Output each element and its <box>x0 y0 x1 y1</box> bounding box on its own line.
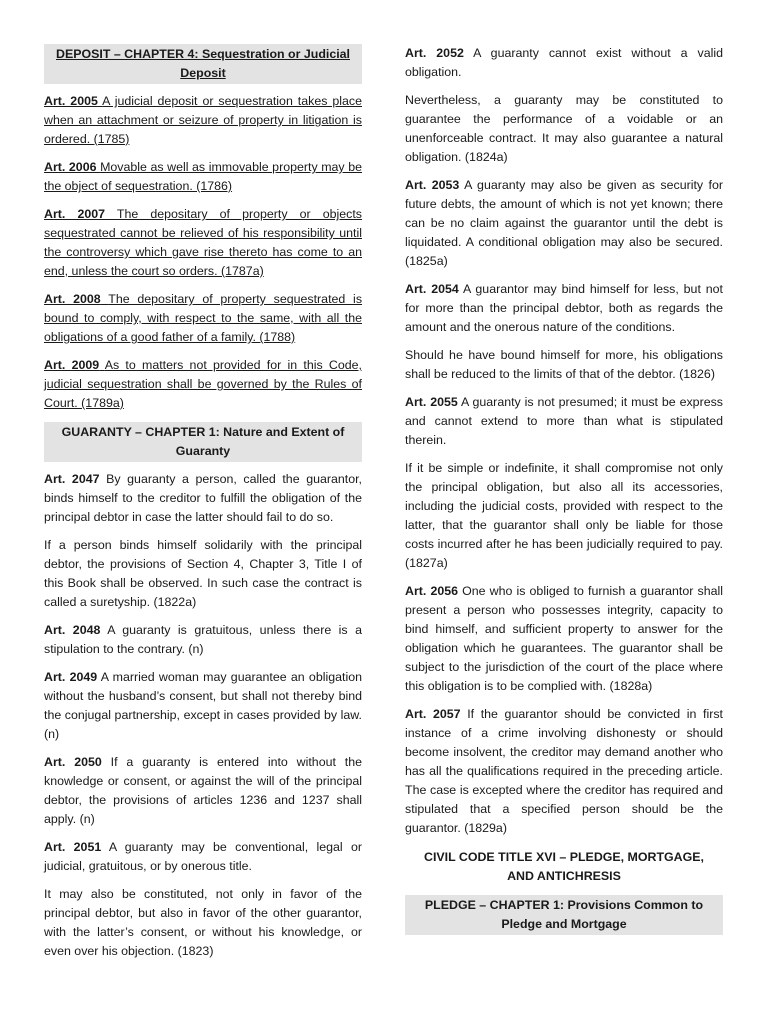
article-2009 <box>44 356 362 413</box>
article-2007 <box>44 205 362 281</box>
article-text: Should he have bound himself for more, his obligations shall be reduced to the limits of that of the debtor. (1826) <box>405 348 723 381</box>
article-2055 <box>405 393 723 450</box>
article-text: Movable as well as immovable property may be the object of sequestration. (1786) <box>44 160 362 193</box>
section-header-text: GUARANTY – CHAPTER 1: Nature and Extent of Guaranty <box>61 425 345 458</box>
article-2050 <box>44 753 362 829</box>
article-2047 <box>44 470 362 527</box>
article-2056 <box>405 582 723 696</box>
right-column <box>405 44 723 943</box>
title-heading-text: CIVIL CODE TITLE XVI – PLEDGE, MORTGAGE, AND ANTICHRESIS <box>424 850 704 883</box>
section-header-pledge <box>405 895 723 935</box>
article-text: If the guarantor should be convicted in first instance of a crime involving dishonesty or should become insolvent, the creditor may demand another who has all the qualifications required in the preceding article. The case is excepted where the creditor has required and stipulated that a specified person should be the guarantor. (1829a) <box>405 707 723 835</box>
article-text: The depositary of property sequestrated is bound to comply, with respect to the same, with all the obligations of a good father of a family. (1788) <box>44 292 363 344</box>
article-text: The depositary of property or objects sequestrated cannot be relieved of his responsibility until the controversy which gave rise thereto has come to an end, unless the court so orders. (1787a) <box>44 207 363 278</box>
article-number: Art. 2056 <box>405 584 459 598</box>
article-text: A guaranty cannot exist without a valid obligation. <box>405 46 723 79</box>
article-number: Art. 2051 <box>44 840 102 854</box>
article-2052-paragraph-2 <box>405 91 723 167</box>
article-text: If it be simple or indefinite, it shall compromise not only the principal obligation, but also all its accessories, including the judicial costs, provided with respect to the latter, that the guarantor shall only be liable for those costs incurred after he has been judicially required to pay. (1827a) <box>405 461 723 570</box>
article-number: Art. 2008 <box>44 292 101 306</box>
article-number: Art. 2007 <box>44 207 106 221</box>
article-text: If a guaranty is entered into without the knowledge or consent, or against the will of the principal debtor, the provisions of articles 1236 and 1237 shall apply. (n) <box>44 755 362 826</box>
article-text: A judicial deposit or sequestration takes place when an attachment or seizure of property in litigation is ordered. (1785) <box>44 94 362 146</box>
article-2005 <box>44 92 362 149</box>
article-2057 <box>405 705 723 838</box>
article-2054 <box>405 280 723 337</box>
article-2051-paragraph-2 <box>44 885 362 961</box>
article-2048 <box>44 621 362 659</box>
section-header-text: PLEDGE – CHAPTER 1: Provisions Common to Pledge and Mortgage <box>424 898 704 931</box>
article-text: By guaranty a person, called the guarantor, binds himself to the creditor to fulfill the obligation of the principal debtor in case the latter should fail to do so. <box>44 472 362 524</box>
article-2052 <box>405 44 723 82</box>
article-2055-paragraph-2 <box>405 459 723 573</box>
article-2008 <box>44 290 362 347</box>
article-text: A guaranty is not presumed; it must be express and cannot extend to more than what is stipulated therein. <box>405 395 723 447</box>
article-2047-paragraph-2 <box>44 536 362 612</box>
article-2054-paragraph-2 <box>405 346 723 384</box>
title-heading <box>405 847 723 887</box>
article-number: Art. 2050 <box>44 755 102 769</box>
article-number: Art. 2057 <box>405 707 461 721</box>
article-number: Art. 2052 <box>405 46 464 60</box>
section-header-text: DEPOSIT – CHAPTER 4: Sequestration or Judicial Deposit <box>56 47 350 80</box>
article-text: A guaranty may also be given as security for future debts, the amount of which is not yet known; there can be no claim against the guarantor until the debt is liquidated. A conditional obligation may also be secured. (1825a) <box>405 178 723 268</box>
article-2049 <box>44 668 362 744</box>
article-text: Nevertheless, a guaranty may be constituted to guarantee the performance of a voidable or an unenforceable contract. It may also guarantee a natural obligation. (1824a) <box>405 93 723 164</box>
article-text: A guarantor may bind himself for less, but not for more than the principal debtor, both as regards the amount and the onerous nature of the conditions. <box>405 282 723 334</box>
article-text: If a person binds himself solidarily with the principal debtor, the provisions of Section 4, Chapter 3, Title I of this Book shall be observed. In such case the contract is called a suretyship. (1822a) <box>44 538 362 609</box>
article-number: Art. 2049 <box>44 670 98 684</box>
article-text: A guaranty may be conventional, legal or judicial, gratuitous, or by onerous title. <box>44 840 362 873</box>
left-column <box>44 44 362 970</box>
article-number: Art. 2053 <box>405 178 460 192</box>
section-header-deposit <box>44 44 362 84</box>
article-2006 <box>44 158 362 196</box>
article-2051 <box>44 838 362 876</box>
section-header-guaranty <box>44 422 362 462</box>
article-text: A guaranty is gratuitous, unless there is a stipulation to the contrary. (n) <box>44 623 362 656</box>
article-text: A married woman may guarantee an obligation without the husband’s consent, but shall not thereby bind the conjugal partnership, except in cases provided by law. (n) <box>44 670 362 741</box>
article-number: Art. 2055 <box>405 395 458 409</box>
article-2053 <box>405 176 723 271</box>
article-number: Art. 2006 <box>44 160 97 174</box>
article-number: Art. 2005 <box>44 94 98 108</box>
article-text: One who is obliged to furnish a guarantor shall present a person who possesses integrity, capacity to bind himself, and sufficient property to answer for the obligation which he guarantees. The guarantor shall be subject to the jurisdiction of the court of the place where this obligation is to be complied with. (1828a) <box>405 584 723 693</box>
article-number: Art. 2047 <box>44 472 100 486</box>
article-text: It may also be constituted, not only in favor of the principal debtor, but also in favor of the other guarantor, with the latter’s consent, or without his knowledge, or even over his objection. (1823) <box>44 887 362 958</box>
article-number: Art. 2048 <box>44 623 101 637</box>
article-number: Art. 2009 <box>44 358 100 372</box>
article-number: Art. 2054 <box>405 282 459 296</box>
article-text: As to matters not provided for in this Code, judicial sequestration shall be governed by the Rules of Court. (1789a) <box>44 358 362 410</box>
